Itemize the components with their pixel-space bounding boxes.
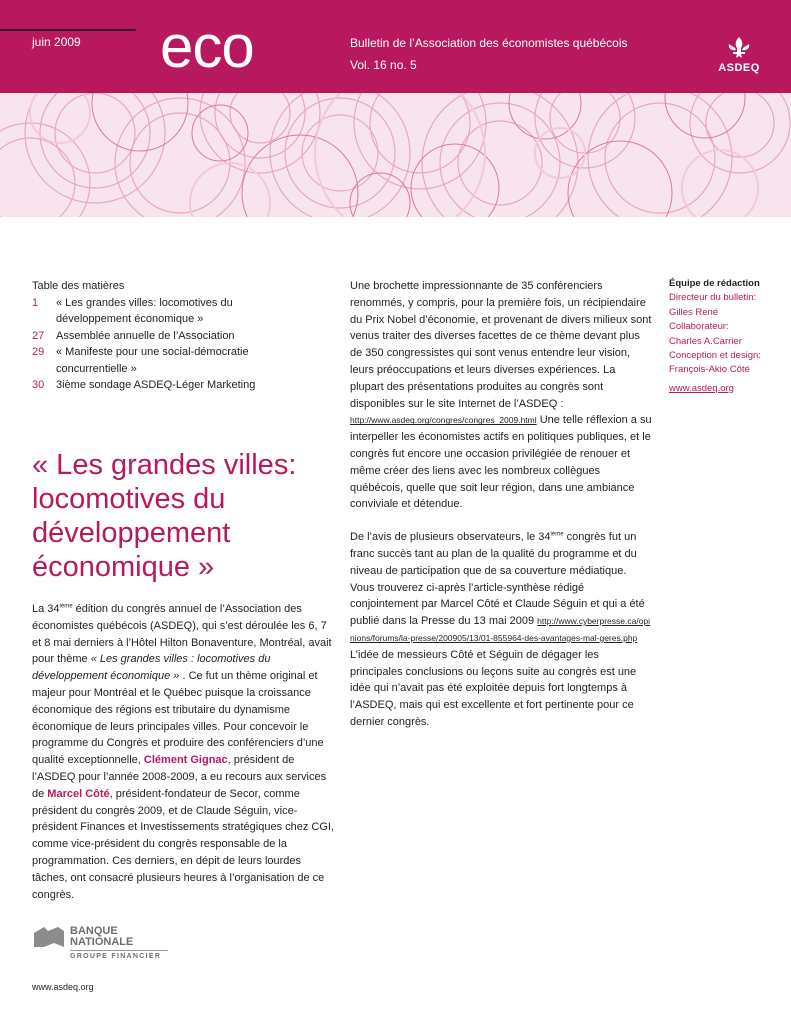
toc-item-text: Assemblée annuelle de l’Association	[56, 329, 235, 342]
cyberpresse-link[interactable]: http://www.cyberpresse.ca/opinions/forums/la-presse/200905/13/01-855964-des-avantages-mal-geres.php	[350, 616, 651, 643]
issue-date: juin 2009	[32, 35, 81, 49]
toc-item-text: « Les grandes villes: locomotives du développement économique »	[56, 296, 233, 325]
toc-page-number: 27	[32, 329, 45, 342]
bank-name-line: BANQUE	[70, 925, 118, 937]
text-run: . Ce fut un thème original et majeur pour Montréal et le Québec puisque la croissance économique des régions est tributaire du dynamisme économique de leurs principales villes. Pour concevoir le programme du Congrès et produire des conférenciers d’une qualité exceptionnelle,	[32, 670, 324, 767]
text-run: La 34	[32, 603, 60, 615]
bank-name-line: NATIONALE	[70, 936, 134, 948]
team-line: Directeur du bulletin:	[669, 292, 757, 304]
toc-page-number: 30	[32, 379, 45, 391]
toc-page-number: 29	[32, 346, 45, 358]
article-paragraph	[350, 278, 652, 513]
superscript: ième	[59, 603, 73, 610]
article-paragraph	[350, 529, 652, 731]
volume-number: Vol. 16 no. 5	[350, 58, 417, 72]
congress-link[interactable]: http://www.asdeq.org/congres/congres_2009.html	[350, 415, 537, 426]
toc-item[interactable]	[32, 377, 292, 394]
text-run: , président de l’ASDEQ pour l’année 2008-2009, a eu recours aux services de	[32, 754, 327, 800]
theme-quote: « Les grandes villes : locomotives du développement économique »	[32, 653, 271, 683]
text-run: De l’avis de plusieurs observateurs, le 34	[350, 531, 551, 544]
logo-text: ASDEQ	[718, 62, 760, 74]
toc-item-text: « Manifeste pour une social-démocratie concurrentielle »	[56, 346, 249, 375]
text-run: Une telle réflexion a su interpeller les économistes actifs en politiques publiques, et le congrès fut encore une occasion privilégiée de renouer et même créer des liens avec les nombreux collègues québécois, quelle que soit leur région, dans une ambiance conviviale et détendue.	[350, 414, 652, 511]
text-run: L’idée de messieurs Côté et Séguin de dégager les principales conclusions ou leçons suite au congrès est une idée qui n’avait pas été exploitée depuis fort longtemps à l’ASDEQ, mais qui est excellente et fort pertinente pour ce dernier congrès.	[350, 648, 637, 728]
table-of-contents	[32, 278, 292, 394]
person-name: Marcel Côté	[47, 787, 110, 800]
fleur-de-lis-icon	[726, 36, 752, 60]
team-url[interactable]: www.asdeq.org	[669, 382, 734, 394]
article-headline: « Les grandes villes: locomotives du développement économique »	[32, 449, 297, 583]
editorial-team	[669, 277, 779, 396]
toc-page-number: 1	[32, 296, 39, 309]
bank-logo-icon	[32, 925, 66, 949]
superscript: ième	[550, 531, 564, 538]
sponsor-logo	[32, 925, 172, 965]
header-banner	[0, 93, 791, 217]
article-body-middle	[350, 278, 652, 747]
toc-item[interactable]	[32, 295, 292, 328]
text-run: , président-fondateur de Secor, comme président du congrès 2009, et de Claude Séguin, vice-président Finances et Investissements stratégiques chez CGI, comme vice-président du congrès responsable de la programmation. Ces derniers, en dépit de leurs lourdes tâches, ont consacré plusieurs heures à l’organisation de ce congrès.	[32, 787, 335, 901]
circles-pattern	[0, 93, 791, 217]
team-line: Charles A.Carrier	[669, 335, 742, 347]
masthead	[0, 0, 791, 93]
bulletin-subtitle: Bulletin de l’Association des économistes québécois	[350, 36, 628, 50]
team-line: François-Akio Côté	[669, 364, 750, 376]
bulletin-title: eco	[160, 13, 254, 80]
toc-item[interactable]	[32, 344, 292, 377]
masthead-rule	[0, 29, 136, 31]
team-line: Gilles René	[669, 306, 719, 318]
team-line: Collaborateur:	[669, 321, 729, 333]
asdeq-logo	[714, 36, 764, 76]
text-run: édition du congrès annuel de l’Association des économistes québécois (ASDEQ), qui s’est déroulée les 6, 7 et 8 mai derniers à l’Hôtel Hilton Bonaventure, Montréal, avait pour thème	[32, 603, 332, 666]
team-title: Équipe de rédaction	[669, 278, 760, 289]
article-paragraph	[32, 601, 336, 903]
article-body-left	[32, 601, 336, 903]
toc-item-text: 3ième sondage ASDEQ-Léger Marketing	[56, 379, 256, 391]
toc-title: Table des matières	[32, 280, 125, 292]
bank-group: GROUPE FINANCIER	[70, 953, 162, 960]
person-name: Clément Gignac	[143, 754, 228, 767]
bank-name	[70, 926, 133, 948]
text-run: congrès fut un franc succès tant au plan de la qualité du programme et du niveau de participation que de sa couverture médiatique. Vous trouverez ci-après l’article-synthèse rédigé conjointement par Marcel Côté et Claude Séguin et qui a été publié dans la Presse du 13 mai 2009	[350, 531, 645, 628]
team-line: Conception et design:	[669, 350, 761, 362]
text-run: Une brochette impressionnante de 35 conférenciers renommés, y compris, pour la première fois, un récipiendaire du Prix Nobel d’économie, et provenant de divers milieux sont venus traiter des diverses facettes de ce thème devant plus de 350 congressistes qui sont venus entendre leur vision, leurs préoccupations et leurs diverses expériences. La plupart des présentations produites au congrès sont disponibles sur le site Internet de l’ASDEQ :	[350, 280, 652, 410]
footer-url[interactable]: www.asdeq.org	[32, 982, 94, 992]
toc-item[interactable]	[32, 328, 292, 345]
divider	[70, 950, 168, 951]
